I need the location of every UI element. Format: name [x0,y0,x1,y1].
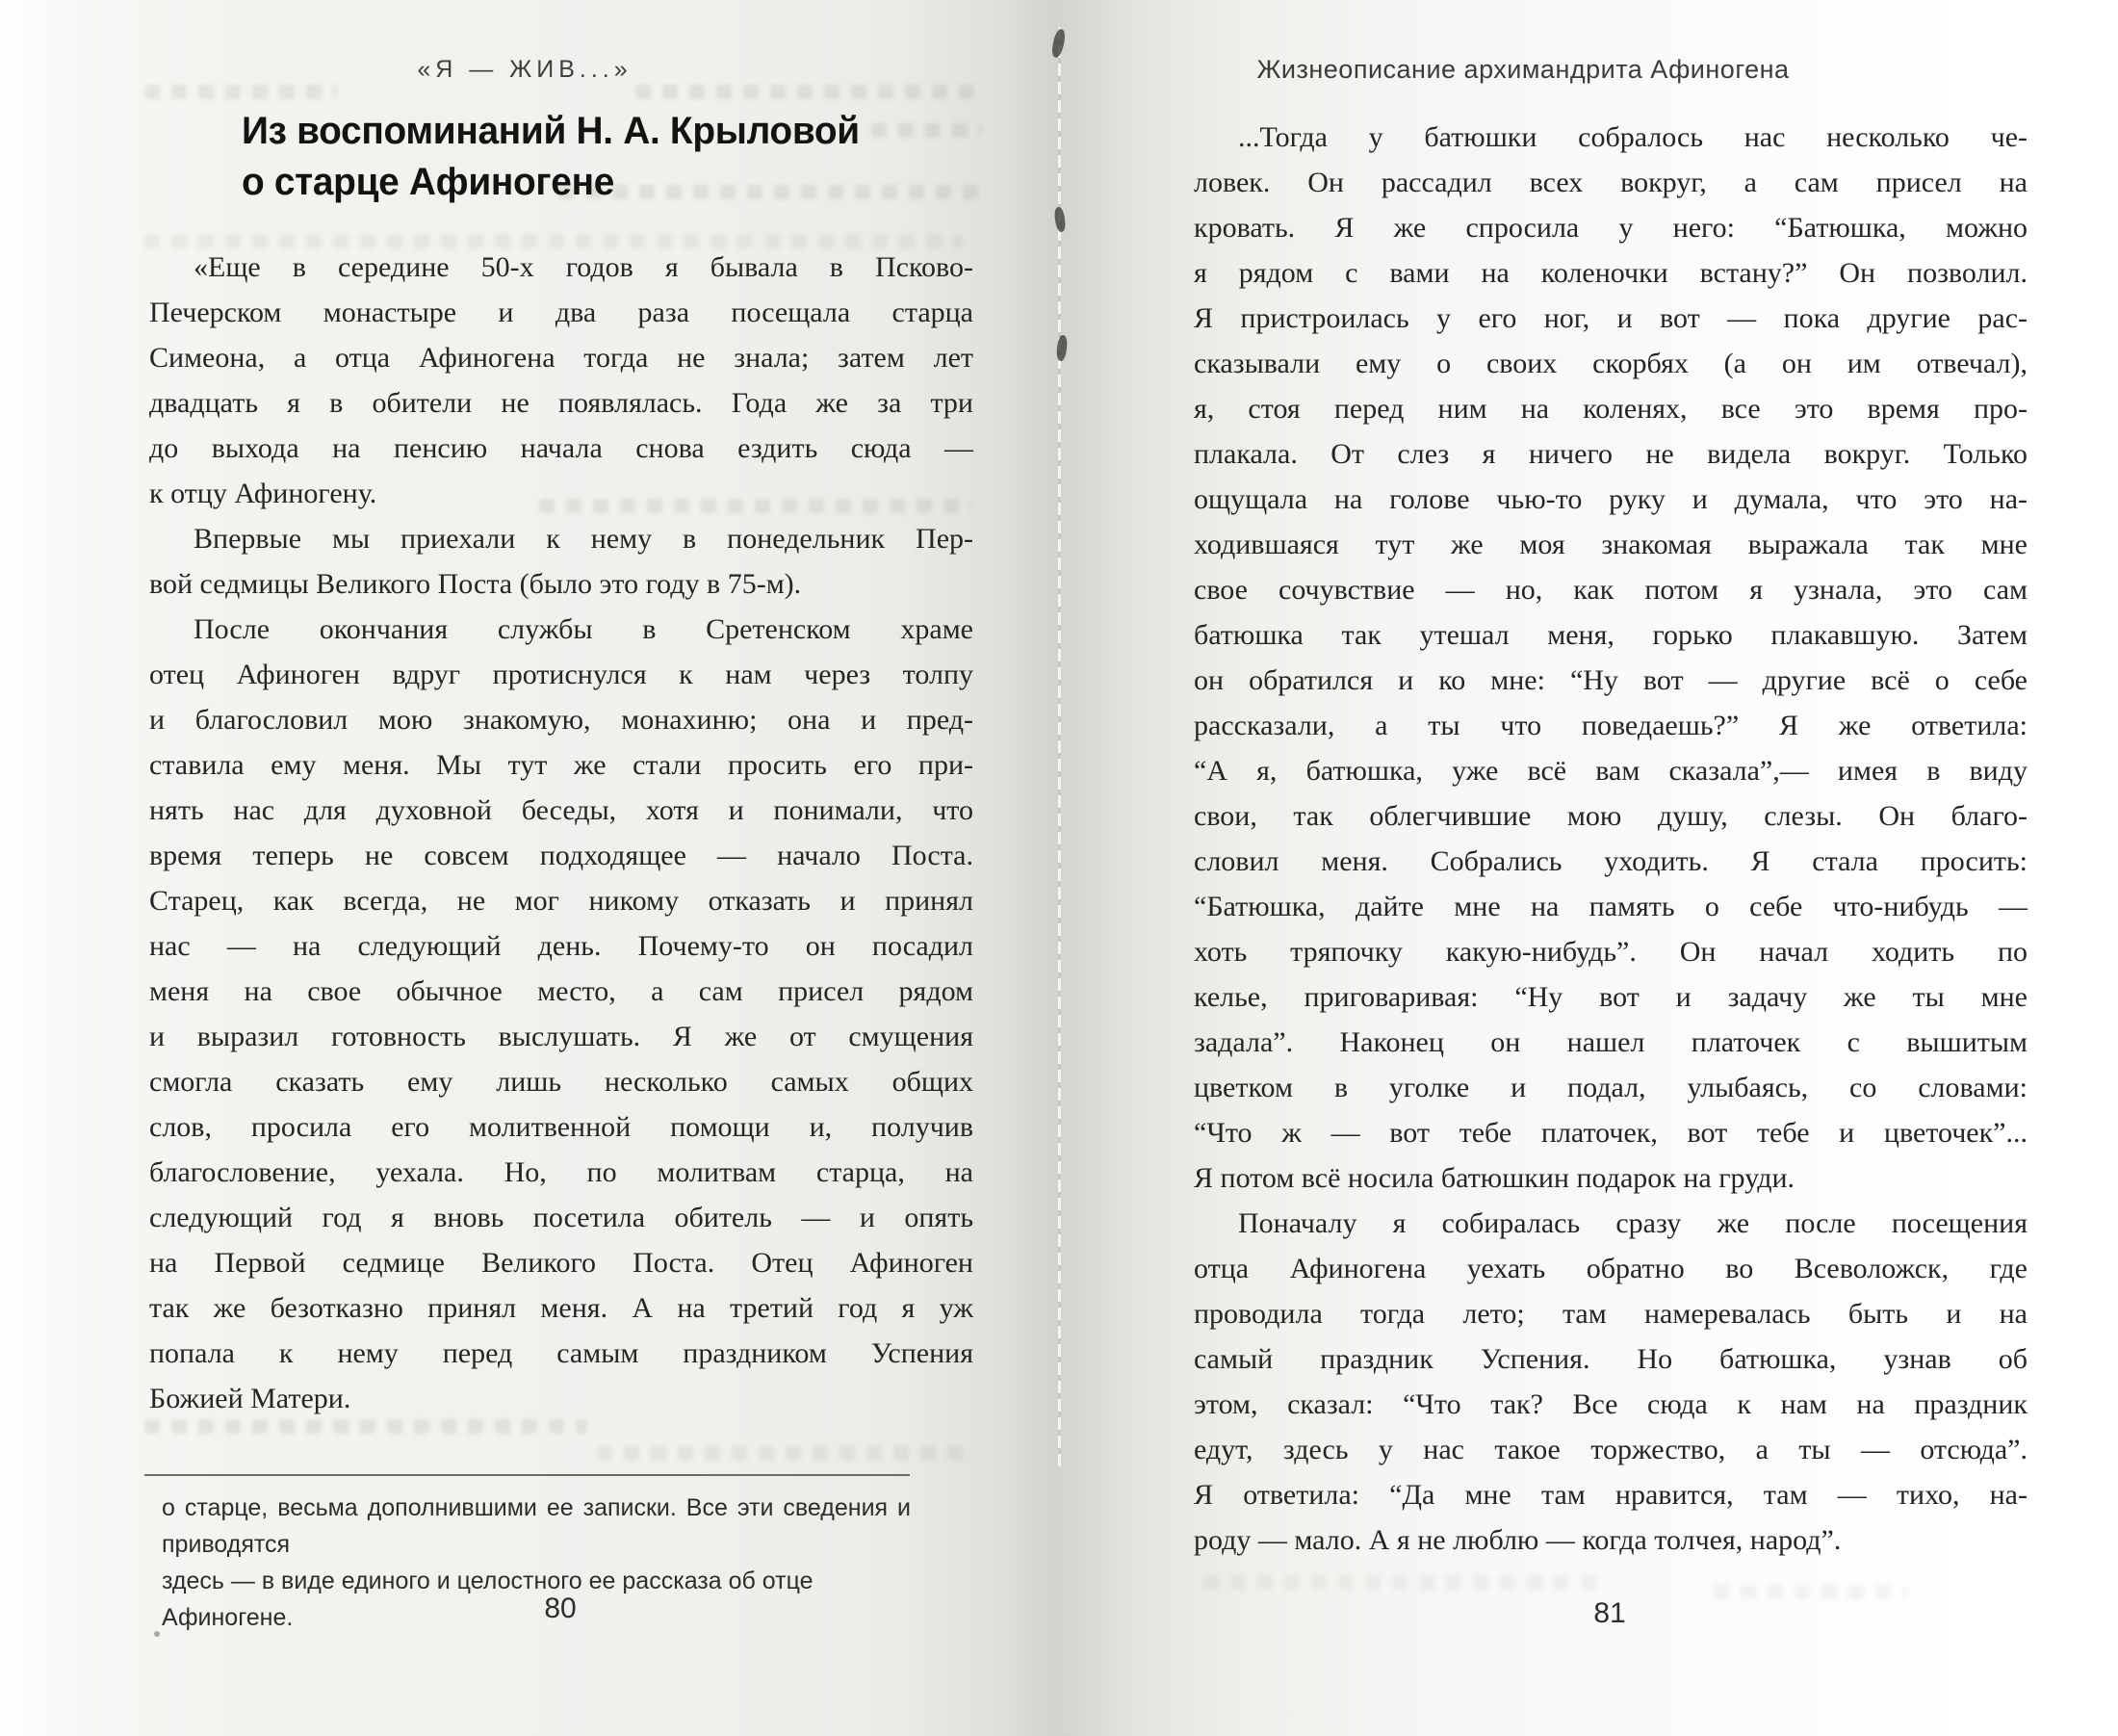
text-line: к отцу Афиногену. [149,478,377,509]
text-line: вой седмицы Великого Поста (было это году в 75-м). [149,568,802,600]
text-line: слов, просила его молитвенной помощи и, получив [149,1111,973,1143]
text-line: ...Тогда у батюшки собралось нас несколько че- [1238,121,2028,153]
text-line: хоть тряпочку какую-нибудь”. Он начал ходить по [1194,936,2028,968]
text-line: ходившаяся тут же моя знакомая выражала так мне [1194,529,2028,560]
text-line: свое сочувствие — но, как потом я узнала, это сам [1194,574,2028,606]
text-line: сказывали ему о своих скорбях (а он им отвечал), [1194,348,2028,379]
text-line: время теперь не совсем подходящее — начало Поста. [149,840,973,871]
text-line: ставила ему меня. Мы тут же стали просить его при- [149,749,973,781]
text-line: на Первой седмице Великого Поста. Отец Афиноген [149,1247,973,1279]
right-page-body [1194,115,2028,1563]
paragraph [149,607,973,1421]
text-line: ловек. Он рассадил всех вокруг, а сам присел на [1194,167,2028,198]
text-line: отца Афиногена уехать обратно во Всеволожск, где [1194,1253,2028,1284]
left-running-head: «Я — ЖИВ...» [417,56,633,83]
text-line: нас — на следующий день. Почему-то он посадил [149,930,973,962]
text-line: “А я, батюшка, уже всё вам сказала”,— имея в виду [1194,755,2028,787]
text-line: я рядом с вами на коленочки встану?” Он позволил. [1194,257,2028,289]
paragraph [1194,1201,2028,1563]
text-line: словил меня. Собрались уходить. Я стала просить: [1194,845,2028,877]
text-line: цветком в уголке и подал, улыбаясь, со словами: [1194,1072,2028,1103]
text-line: этом, сказал: “Что так? Все сюда к нам на праздник [1194,1388,2028,1420]
text-line: следующий год я вновь посетила обитель — и опять [149,1202,973,1233]
left-page-number: 80 [544,1593,577,1624]
right-running-head: Жизнеописание архимандрита Афиногена [1256,55,1790,84]
text-line: проводила тогда лето; там намеревалась быть и на [1194,1298,2028,1330]
text-line: самый праздник Успения. Но батюшка, узнав об [1194,1343,2028,1375]
text-line: плакала. От слез я ничего не видела вокруг. Только [1194,438,2028,470]
right-page [1059,0,2118,1736]
text-line: Печерском монастыре и два раза посещала старца [149,297,973,328]
text-line: Поначалу я собиралась сразу же после посещения [1238,1207,2028,1239]
chapter-title-line-1: Из воспоминаний Н. А. Крыловой [242,110,860,152]
paragraph [149,245,973,516]
text-line: я, стоя перед ним на коленях, все это время про- [1194,393,2028,425]
text-line: Я потом всё носила батюшкин подарок на груди. [1194,1162,1795,1194]
text-line: Я ответила: “Да мне там нравится, там — тихо, на- [1194,1479,2028,1511]
text-line: рассказали, а ты что поведаешь?” Я же ответила: [1194,710,2028,741]
text-line: здесь — в виде единого и целостного ее рассказа об отце Афиногене. [162,1568,814,1631]
text-line: “Батюшка, дайте мне на память о себе что-нибудь — [1194,891,2028,922]
text-line: благословение, уехала. Но, по молитвам старца, на [149,1156,973,1188]
text-line: и выразил готовность выслушать. Я же от смущения [149,1021,973,1052]
text-line: кровать. Я же спросила у него: “Батюшка, можно [1194,212,2028,244]
text-line: двадцать я в обители не появлялась. Года же за три [149,387,973,419]
text-line: ощущала на голове чью-то руку и думала, что это на- [1194,483,2028,515]
text-line: задала”. Наконец он нашел платочек с вышитым [1194,1026,2028,1058]
text-line: нять нас для духовной беседы, хотя и понимали, что [149,794,973,826]
left-page-body [149,245,973,1421]
text-line: он обратился и ко мне: “Ну вот — другие всё о себе [1194,664,2028,696]
text-line: о старце, весьма дополнившими ее записки. Все эти сведения и приводятся [162,1494,911,1558]
text-line: отец Афиноген вдруг протиснулся к нам через толпу [149,659,973,690]
text-line: роду — мало. А я не люблю — когда толчея, народ”. [1194,1524,1842,1556]
footnote-text [162,1490,911,1636]
chapter-title [242,106,860,208]
footnote-divider [144,1474,910,1476]
paragraph [1194,115,2028,1201]
chapter-title-line-2: о старце Афиногене [242,161,615,203]
text-line: попала к нему перед самым праздником Успения [149,1337,973,1369]
text-line: Божией Матери. [149,1383,351,1414]
text-line: до выхода на пенсию начала снова ездить сюда — [149,432,973,464]
text-line: Впервые мы приехали к нему в понедельник Пер- [194,523,973,555]
text-line: батюшка так утешал меня, горько плакавшую. Затем [1194,619,2028,651]
text-line: “Что ж — вот тебе платочек, вот тебе и цветочек”... [1194,1117,2028,1149]
text-line: свои, так облегчившие мою душу, слезы. Он благо- [1194,800,2028,832]
text-line: Симеона, а отца Афиногена тогда не знала; затем лет [149,342,973,374]
text-line: После окончания службы в Сретенском храме [194,613,973,645]
text-line: Старец, как всегда, не мог никому отказать и принял [149,885,973,917]
text-line: меня на свое обычное место, а сам присел рядом [149,975,973,1007]
text-line: Я пристроилась у его ног, и вот — пока другие рас- [1194,302,2028,334]
text-line: так же безотказно принял меня. А на третий год я уж [149,1292,973,1324]
text-line: едут, здесь у нас такое торжество, а ты — отсюда”. [1194,1434,2028,1465]
paragraph [149,516,973,607]
paragraph [162,1490,911,1636]
text-line: келье, приговаривая: “Ну вот и задачу же ты мне [1194,981,2028,1013]
text-line: «Еще в середине 50-х годов я бывала в Псково- [194,251,973,283]
text-line: смогла сказать ему лишь несколько самых общих [149,1066,973,1098]
right-page-number: 81 [1593,1597,1626,1629]
text-line: и благословил мою знакомую, монахиню; она и пред- [149,704,973,736]
